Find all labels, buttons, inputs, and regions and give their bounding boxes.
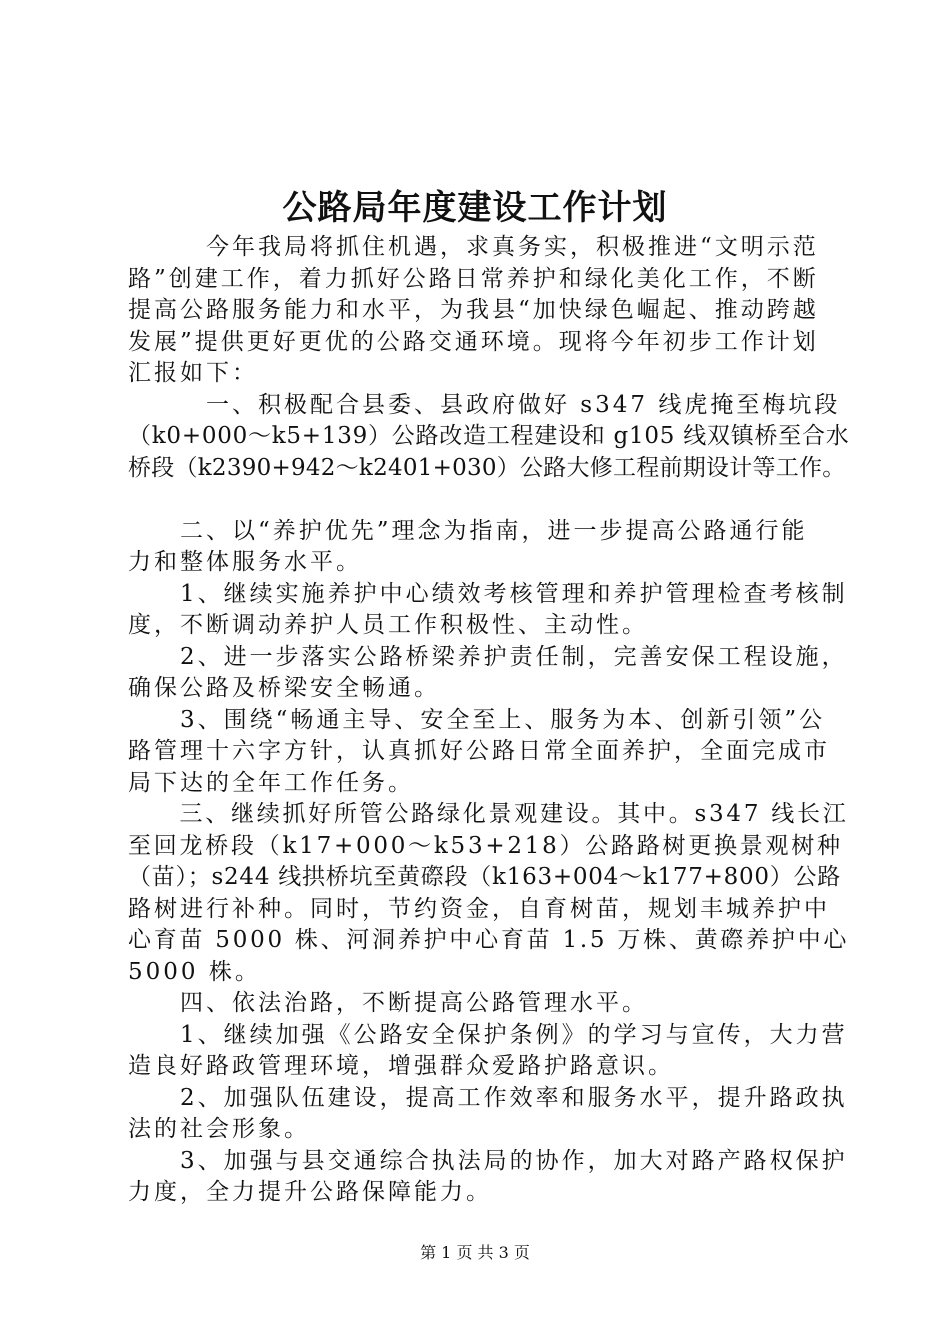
body-line: 今年我局将抓住机遇，求真务实，积极推进“文明示范 bbox=[128, 234, 819, 260]
body-line: 3、加强与县交通综合执法局的协作，加大对路产路权保护 bbox=[128, 1147, 848, 1174]
body-line: 力度，全力提升公路保障能力。 bbox=[128, 1179, 492, 1205]
body-line: 1、继续加强《公路安全保护条例》的学习与宣传，大力营 bbox=[128, 1021, 848, 1048]
body-line: 3、围绕“畅通主导、安全至上、服务为本、创新引领”公 bbox=[128, 706, 826, 733]
body-line: 5000 株。 bbox=[128, 958, 261, 985]
body-line: 汇报如下： bbox=[128, 360, 258, 386]
body-line: 力和整体服务水平。 bbox=[128, 549, 362, 575]
body-line: 1、继续实施养护中心绩效考核管理和养护管理检查考核制 bbox=[128, 580, 848, 607]
body-line: 提高公路服务能力和水平，为我县“加快绿色崛起、推动跨越 bbox=[128, 297, 819, 323]
blank-line bbox=[128, 484, 834, 516]
body-line: 一、积极配合县委、县政府做好 s347 线虎掩至梅坑段 bbox=[128, 391, 841, 418]
body-line: 2、进一步落实公路桥梁养护责任制，完善安保工程设施， bbox=[128, 643, 848, 670]
body-line: 路树进行补种。同时，节约资金，自育树苗，规划丰城养护中 bbox=[128, 895, 830, 922]
body-line: 桥段（k2390+942～k2401+030）公路大修工程前期设计等工作。 bbox=[128, 454, 846, 481]
body-line: 至回龙桥段（k17+000～k53+218）公路路树更换景观树种 bbox=[128, 832, 843, 859]
page-footer: 第 1 页 共 3 页 bbox=[420, 1243, 530, 1262]
body-line: 心育苗 5000 株、河洞养护中心育苗 1.5 万株、黄磜养护中心 bbox=[128, 927, 850, 953]
body-line: 发展”提供更好更优的公路交通环境。现将今年初步工作计划 bbox=[128, 328, 819, 355]
body-line: 三、继续抓好所管公路绿化景观建设。其中。s347 线长江 bbox=[128, 801, 849, 827]
body-line: 二、以“养护优先”理念为指南，进一步提高公路通行能 bbox=[128, 517, 808, 544]
document-body bbox=[128, 232, 850, 1209]
body-line: 造良好路政管理环境，增强群众爱路护路意识。 bbox=[128, 1053, 674, 1079]
body-line: 四、依法治路，不断提高公路管理水平。 bbox=[128, 990, 648, 1016]
body-line: 路管理十六字方针，认真抓好公路日常全面养护，全面完成市 bbox=[128, 738, 830, 764]
body-line: （k0+000～k5+139）公路改造工程建设和 g105 线双镇桥至合水 bbox=[128, 423, 850, 449]
body-line: 度，不断调动养护人员工作积极性、主动性。 bbox=[128, 612, 648, 638]
document-title: 公路局年度建设工作计划 bbox=[282, 188, 668, 228]
body-line: 法的社会形象。 bbox=[128, 1116, 310, 1142]
body-line: 确保公路及桥梁安全畅通。 bbox=[128, 675, 440, 701]
body-line: （苗）；s244 线拱桥坑至黄磜段（k163+004～k177+800）公路 bbox=[128, 864, 842, 890]
body-line: 局下达的全年工作任务。 bbox=[128, 769, 414, 796]
body-line: 2、加强队伍建设，提高工作效率和服务水平，提升路政执 bbox=[128, 1084, 848, 1111]
body-line: 路”创建工作，着力抓好公路日常养护和绿化美化工作，不断 bbox=[128, 265, 819, 292]
